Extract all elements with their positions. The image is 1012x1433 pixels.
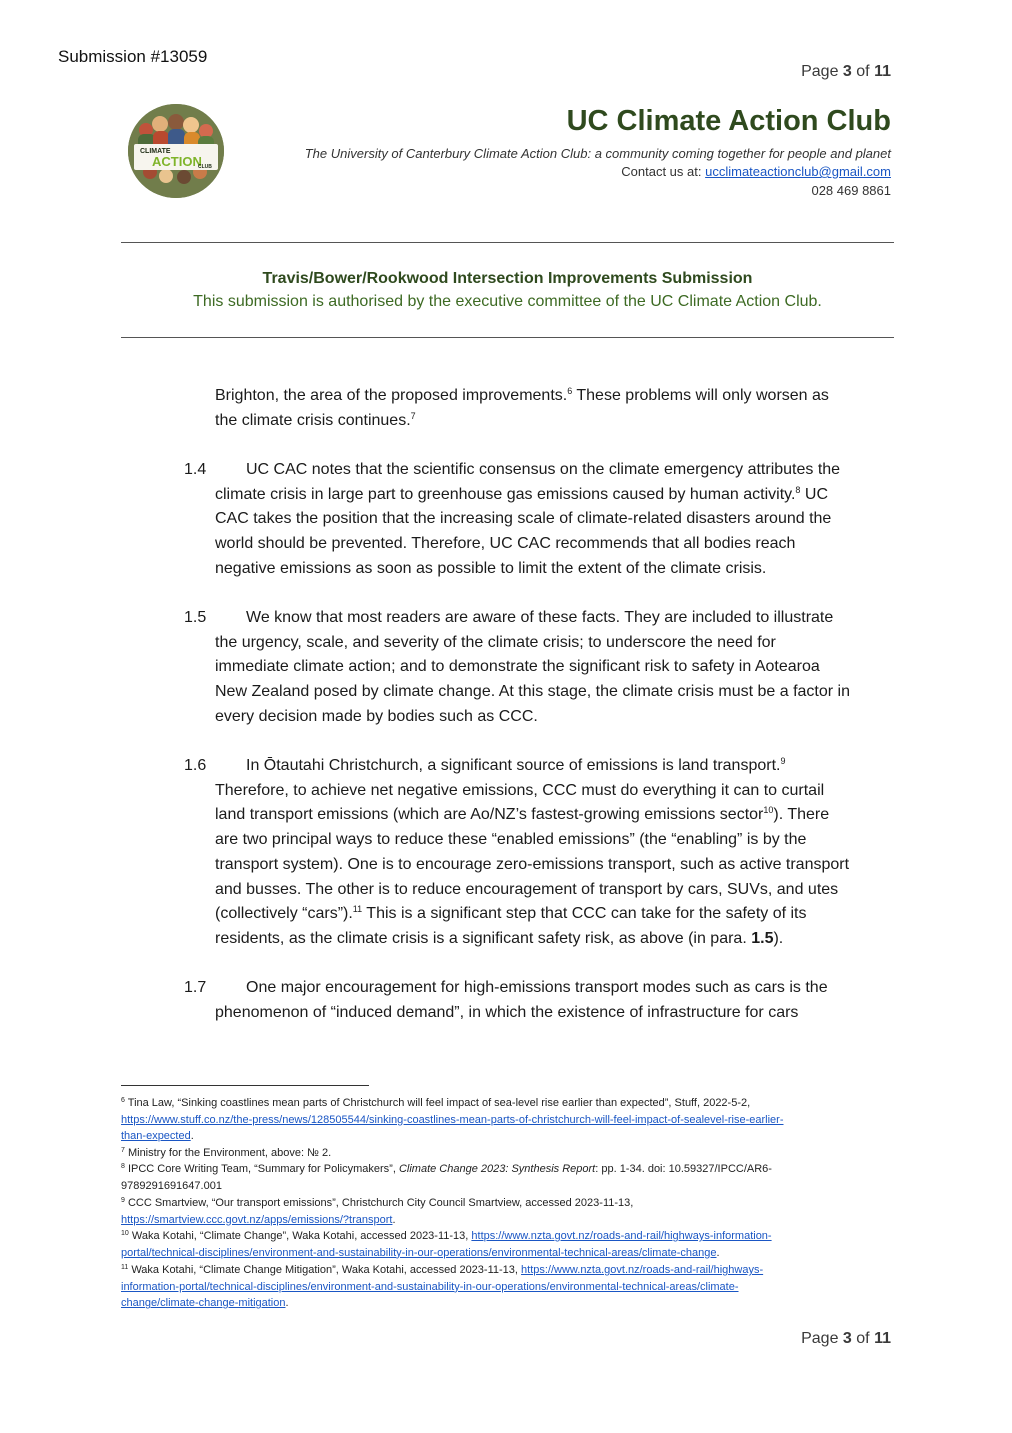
club-logo	[128, 104, 224, 198]
org-name: UC Climate Action Club	[566, 105, 891, 137]
footnote-6-link[interactable]: https://www.stuff.co.nz/the-press/news/128505544/sinking-coastlines-mean-parts-of-christchurch-will-feel-impact-of-sealevel-rise-earlier-	[121, 1113, 784, 1126]
para-number-1-7: 1.7	[184, 979, 207, 996]
footnote-ref[interactable]: 6	[567, 386, 573, 396]
title-divider	[121, 337, 894, 338]
footnote-divider	[121, 1085, 369, 1086]
footnote-ref[interactable]: 9	[780, 756, 786, 766]
contact-prefix: Contact us at:	[621, 164, 702, 179]
page-number-top: Page 3 of 11	[801, 63, 891, 80]
phone-number: 028 469 8861	[811, 183, 891, 198]
footnote-6-link-cont[interactable]: than-expected	[121, 1130, 191, 1143]
footnote-7: $^7$ Ministry for the Environment, above: № 2.	[121, 1147, 332, 1159]
para-number-1-4: 1.4	[184, 461, 207, 478]
para-number-1-5: 1.5	[184, 609, 207, 626]
logo-text-club: CLUB	[198, 164, 212, 170]
footnote-11: $^{11}$ Waka Kotahi, “Climate Change Mitigation”, Waka Kotahi, accessed 2023-11-13, https://www.nzta.govt.nz/roads-and-rail/highways- information-portal/technical-disciplines/environment-and-sustainability-in-our-operations/environmental-technical-areas/climate- change/climate-change-mitigation.	[121, 1264, 764, 1310]
footnote-9: $^9$ CCC Smartview, “Our transport emissions”, Christchurch City Council Smartview, accessed 2023-11-13, https://smartview.ccc.govt.nz/apps/emissions/?transport.	[121, 1197, 634, 1226]
para-cross-reference: 1.5	[751, 929, 774, 947]
footnote-10: $^{10}$ Waka Kotahi, “Climate Change”, Waka Kotahi, accessed 2023-11-13, https://www.nzta.govt.nz/roads-and-rail/highways-information- portal/technical-disciplines/environment-and-sustainability-in-our-operations/environmental-technical-areas/climate-change.	[121, 1230, 772, 1259]
footnote-ref[interactable]: 7	[410, 410, 416, 421]
footnote-6: $^6$ Tina Law, “Sinking coastlines mean parts of Christchurch will feel impact of sea-level rise earlier than expected”, Stuff, 2022-5-2, https://www.stuff.co.nz/the-press/news/128505544/sinking-coastlines-mean-parts-of-christchurch-will-feel-impact-of-sealevel-rise-earlier- than-expected.	[121, 1097, 784, 1143]
footnote-ref[interactable]: 8	[795, 484, 801, 495]
authorisation-statement: This submission is authorised by the executive committee of the UC Climate Action Club.	[193, 293, 822, 310]
logo-text-action: ACTION	[152, 154, 202, 169]
contact-line	[621, 164, 891, 179]
logo-text-climate: CLIMATE	[140, 148, 171, 155]
footnote-11-link-end[interactable]: change/climate-change-mitigation	[121, 1297, 286, 1310]
header-divider	[121, 242, 894, 243]
footnote-9-link[interactable]: https://smartview.ccc.govt.nz/apps/emissions/?transport	[121, 1213, 393, 1226]
continued-paragraph: Brighton, the area of the proposed improvements.$^6$ These problems will only worsen as the climate crisis continues.$^7$	[215, 386, 829, 429]
para-number-1-6: 1.6	[184, 757, 207, 774]
footnote-ref[interactable]: 10	[763, 805, 774, 816]
footnote-10-link[interactable]: https://www.nzta.govt.nz/roads-and-rail/highways-information-	[471, 1230, 772, 1242]
email-link[interactable]: ucclimateactionclub@gmail.com	[705, 164, 891, 179]
paragraph-1-5: We know that most readers are aware of these facts. They are included to illustrate the urgency, scale, and severity of the climate crisis; to underscore the need for immediate climate action; and to demonstrate the significant risk to safety in Aotearoa New Zealand posed by climate change. At this stage, the climate crisis must be a factor in every decision made by bodies such as CCC.	[215, 609, 850, 725]
submission-id: Submission #13059	[58, 47, 208, 66]
submission-title: Travis/Bower/Rookwood Intersection Improvements Submission	[262, 270, 753, 287]
footnote-ref[interactable]: 11	[352, 904, 363, 915]
org-tagline: The University of Canterbury Climate Action Club: a community coming together for people and planet	[304, 146, 891, 161]
paragraph-1-6: In Ōtautahi Christchurch, a significant source of emissions is land transport.$^9$ Therefore, to achieve net negative emissions, CCC must do everything it can to curtail land transport emissions (which are Ao/NZ’s fastest-growing emissions sector$^{10}$). There are two principal ways to reduce these “enabled emissions” (the “enabling” is by the transport system). One is to encourage zero-emissions transport, such as active transport and busses. The other is to reduce encouragement of transport by cars, SUVs, and utes (collectively “cars”).$^{11}$ This is a significant step that CCC can take for the safety of its residents, as the climate crisis is a significant safety risk, as above (in para. 1.5).	[215, 756, 850, 947]
paragraph-1-7: One major encouragement for high-emissions transport modes such as cars is the phenomenon of “induced demand”, in which the existence of infrastructure for cars	[215, 979, 828, 1021]
footnote-8: $^8$ IPCC Core Writing Team, “Summary for Policymakers”, Climate Change 2023: Synthesis Report: pp. 1-34. doi: 10.59327/IPCC/AR6- 9789291691647.001	[121, 1163, 772, 1192]
paragraph-1-4: UC CAC notes that the scientific consensus on the climate emergency attributes the climate crisis in large part to greenhouse gas emissions caused by human activity.$^8$ UC CAC takes the position that the increasing scale of climate-related disasters around the world should be prevented. Therefore, UC CAC recommends that all bodies reach negative emissions as soon as possible to limit the extent of the climate crisis.	[215, 461, 841, 577]
page-number-bottom: Page 3 of 11	[801, 1330, 891, 1347]
footnote-10-link-cont[interactable]: portal/technical-disciplines/environment-and-sustainability-in-our-operations/environmental-technical-areas/climate-change	[121, 1246, 717, 1259]
footnote-11-link[interactable]: https://www.nzta.govt.nz/roads-and-rail/highways-	[521, 1264, 764, 1276]
footnote-11-link-cont[interactable]: information-portal/technical-disciplines/environment-and-sustainability-in-our-operations/environmental-technical-areas/climate-	[121, 1280, 739, 1293]
